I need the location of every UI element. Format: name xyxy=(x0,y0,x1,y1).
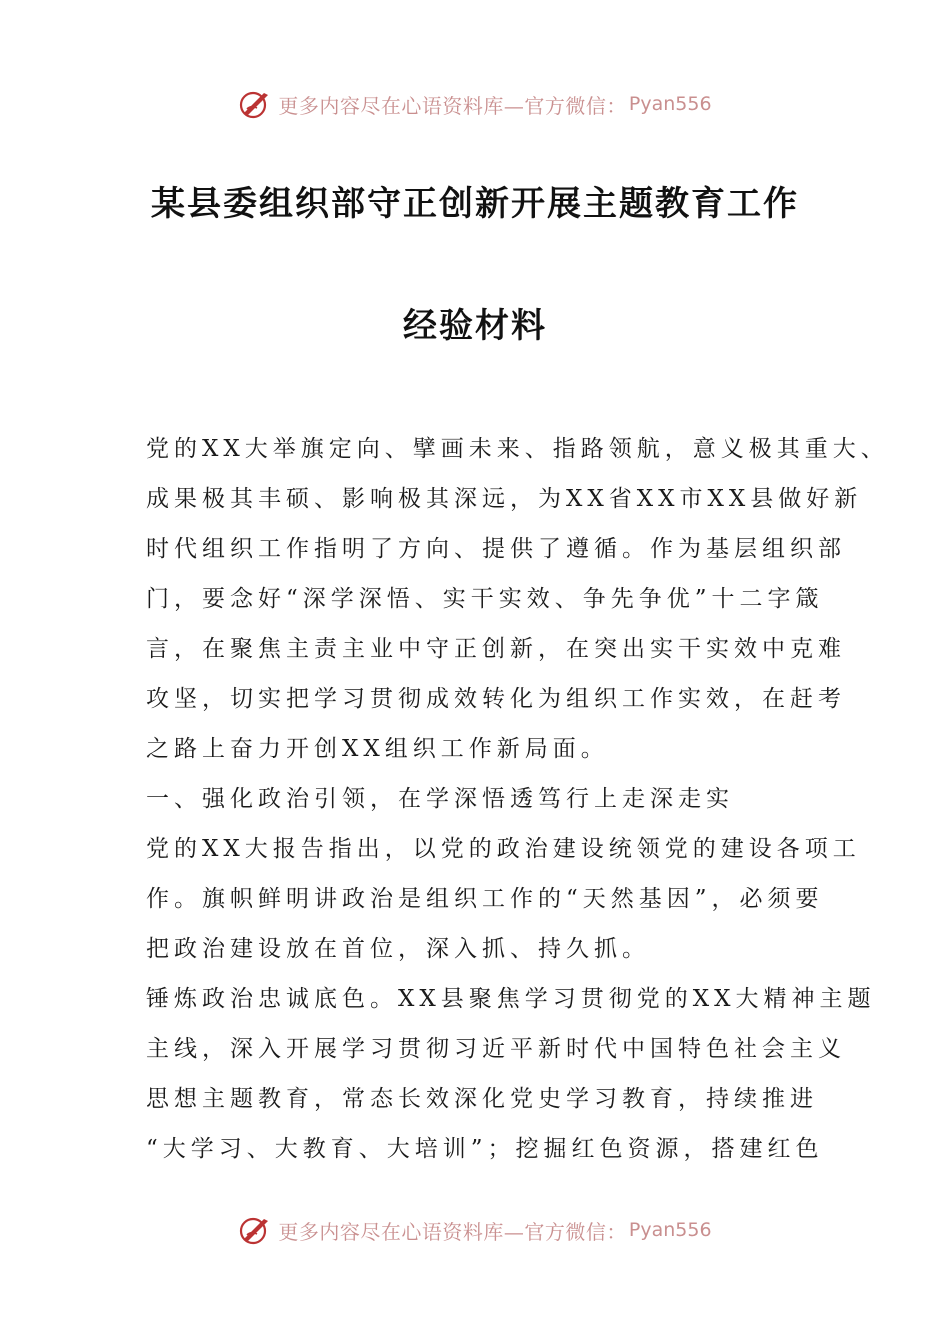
pen-logo-icon xyxy=(238,1213,272,1247)
body-line: 之路上奋力开创XX组织工作新局面。 xyxy=(146,736,609,762)
body-line: 党的XX大报告指出，以党的政治建设统领党的建设各项工 xyxy=(146,836,861,862)
section-heading: 一、强化政治引领，在学深悟透笃行上走深走实 xyxy=(146,786,734,812)
body-line: 作。旗帜鲜明讲政治是组织工作的“天然基因”，必须要 xyxy=(146,886,824,912)
watermark-wechat-id: Pyan556 xyxy=(628,1219,712,1241)
document-title-line-2: 经验材料 xyxy=(403,306,547,346)
header-watermark xyxy=(0,84,950,124)
body-line: 攻坚，切实把学习贯彻成效转化为组织工作实效，在赶考 xyxy=(146,686,846,712)
footer-watermark xyxy=(0,1210,950,1250)
body-line: 主线，深入开展学习贯彻习近平新时代中国特色社会主义 xyxy=(146,1036,846,1062)
body-line: 言，在聚焦主责主业中守正创新，在突出实干实效中克难 xyxy=(146,636,846,662)
body-line: 党的XX大举旗定向、擘画未来、指路领航，意义极其重大、 xyxy=(146,436,889,462)
body-line: 门，要念好“深学深悟、实干实效、争先争优”十二字箴 xyxy=(146,586,824,612)
document-title-line-1: 某县委组织部守正创新开展主题教育工作 xyxy=(151,184,799,224)
watermark-text: 更多内容尽在心语资料库—官方微信： xyxy=(278,93,627,118)
body-line: 思想主题教育，常态长效深化党史学习教育，持续推进 xyxy=(146,1086,818,1112)
body-line: 成果极其丰硕、影响极其深远，为XX省XX市XX县做好新 xyxy=(146,486,863,512)
watermark-text: 更多内容尽在心语资料库—官方微信： xyxy=(278,1219,627,1244)
body-line: 锤炼政治忠诚底色。XX县聚焦学习贯彻党的XX大精神主题 xyxy=(146,986,876,1012)
watermark-wechat-id: Pyan556 xyxy=(628,93,712,115)
pen-logo-icon xyxy=(238,87,272,121)
body-line: 把政治建设放在首位，深入抓、持久抓。 xyxy=(146,936,650,962)
body-line: 时代组织工作指明了方向、提供了遵循。作为基层组织部 xyxy=(146,536,846,562)
body-line: “大学习、大教育、大培训”；挖掘红色资源，搭建红色 xyxy=(146,1136,824,1162)
document-body xyxy=(146,424,889,1174)
